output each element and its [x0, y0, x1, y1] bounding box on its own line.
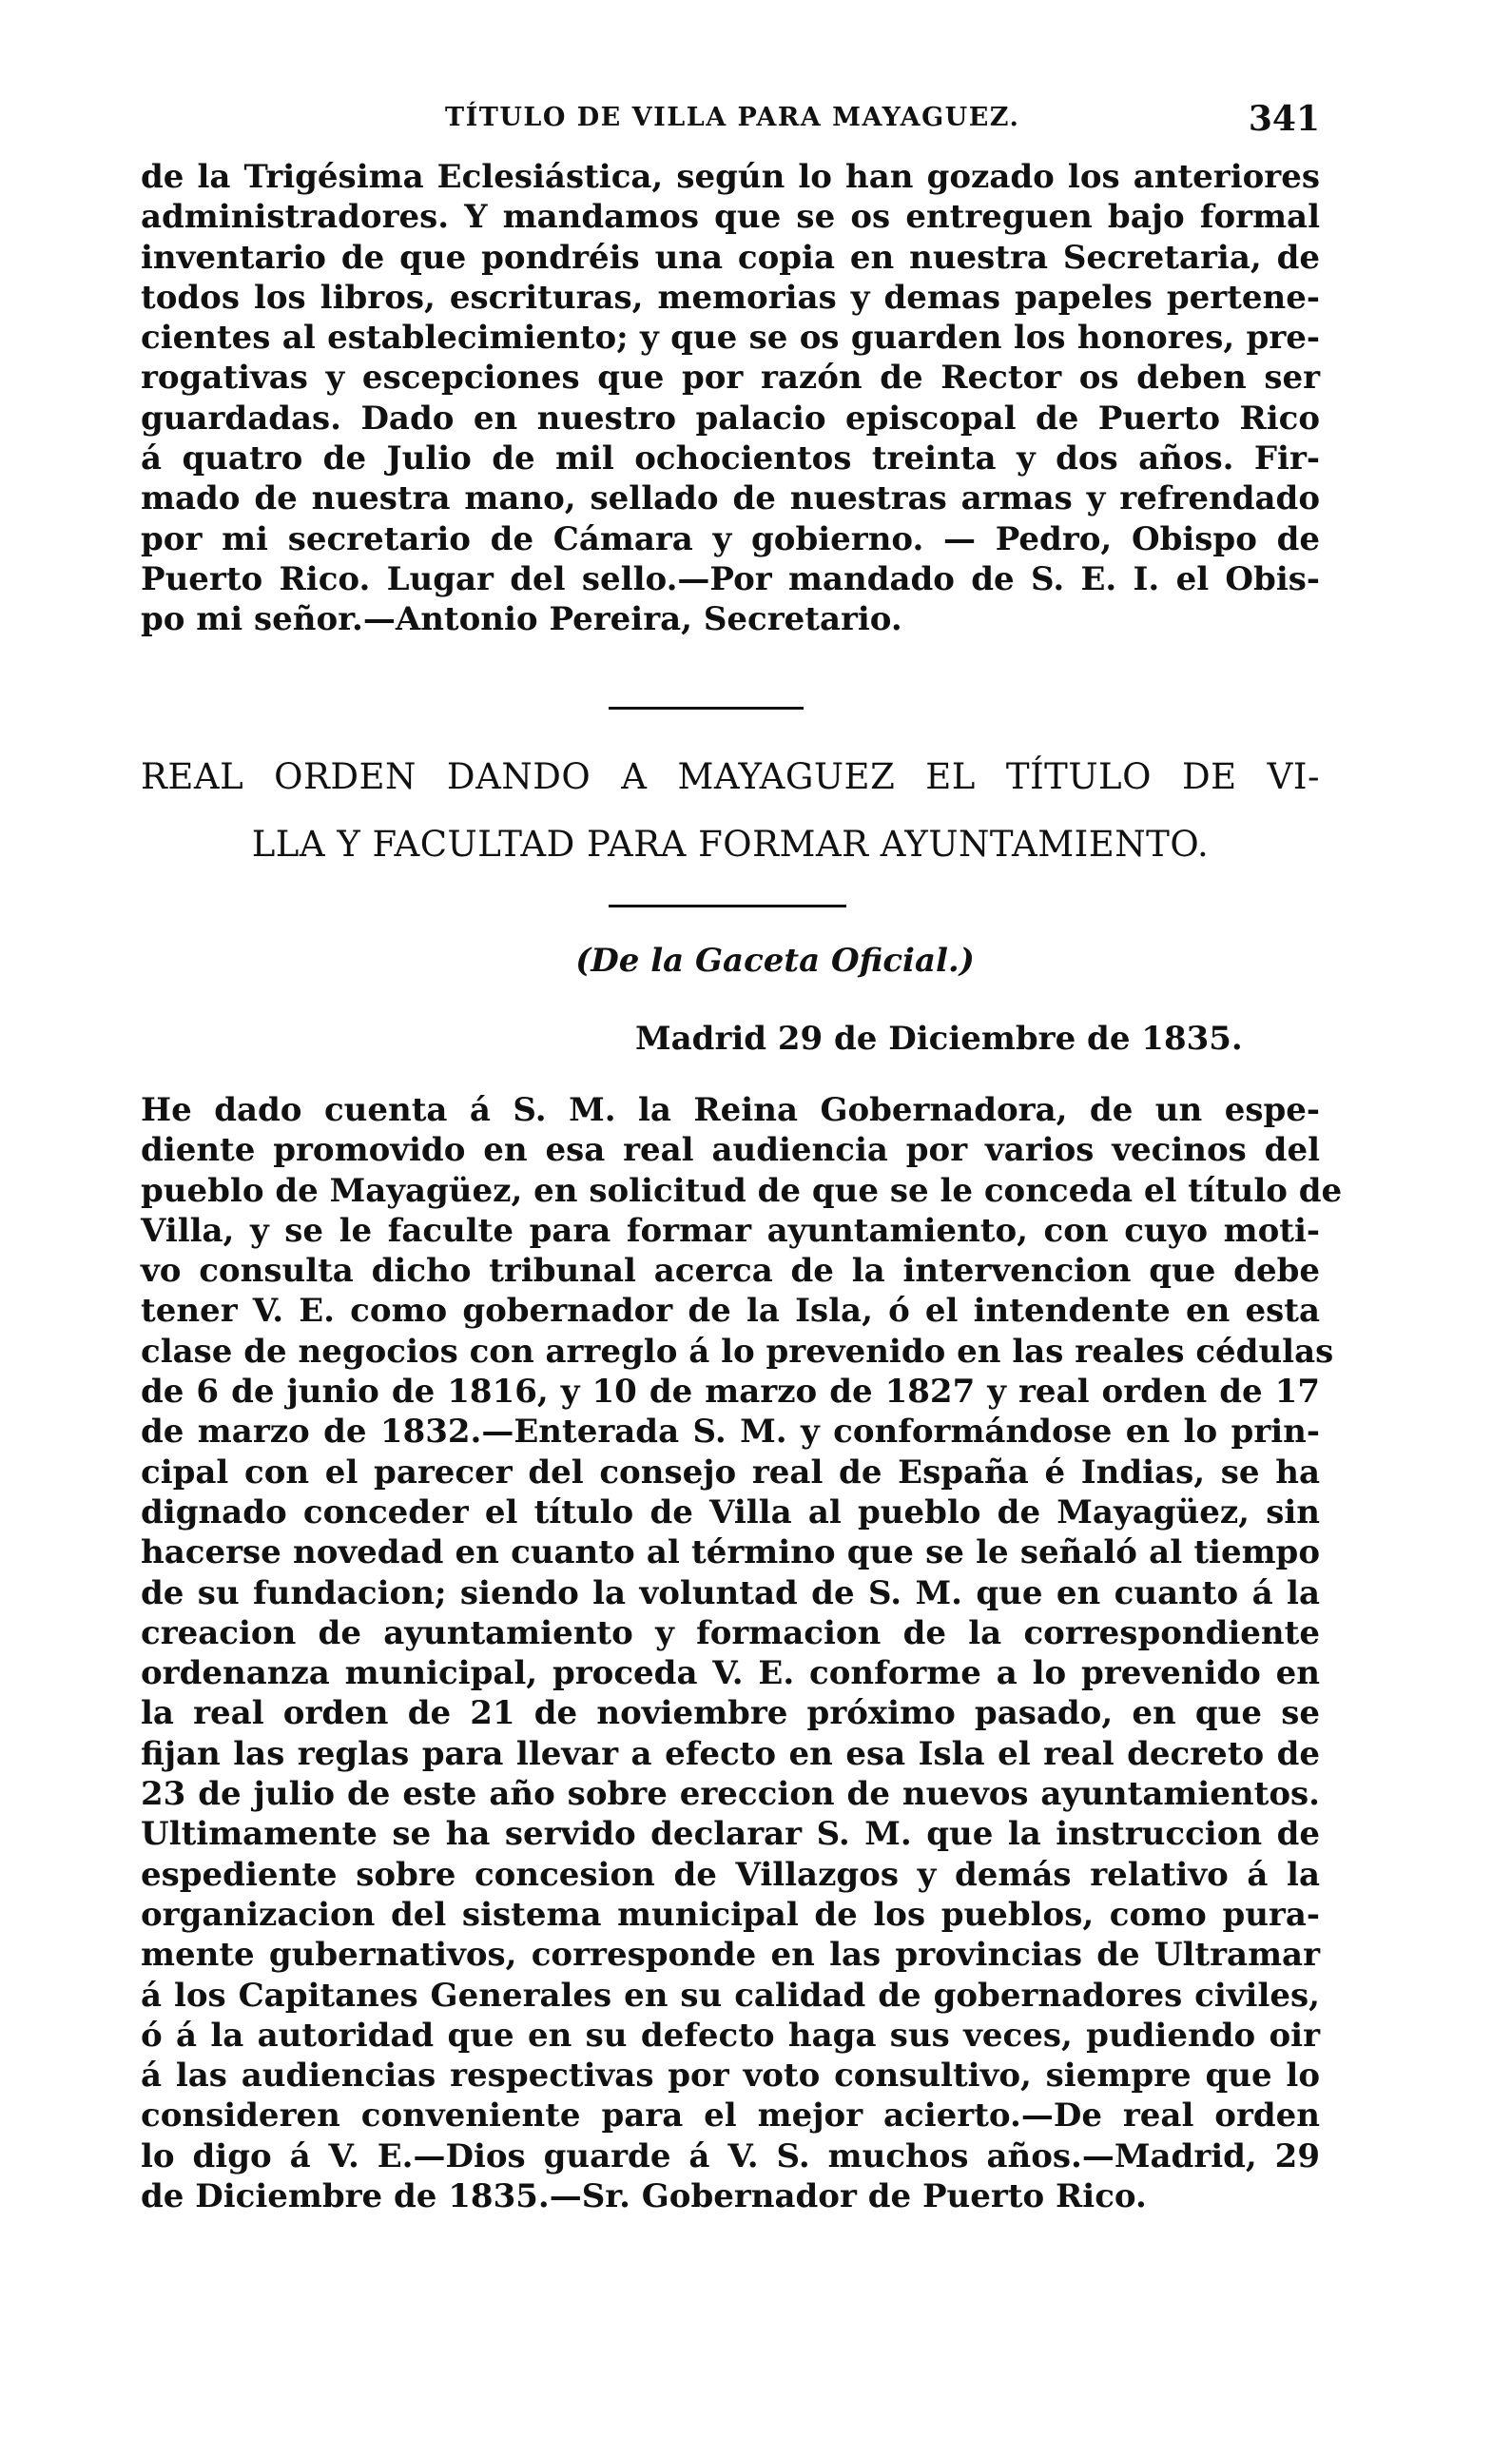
text-line: pueblo de Mayagüez, en solicitud de que se le conceda el título de — [141, 1171, 1343, 1210]
text-line: fijan las reglas para llevar a efecto en esa Isla el real decreto de — [141, 1734, 1320, 1773]
text-line: lo digo á V. E.—Dios guarde á V. S. muchos años.—Madrid, 29 — [141, 2136, 1320, 2175]
text-line: dignado conceder el título de Villa al pueblo de Mayagüez, sin — [141, 1492, 1320, 1531]
divider-rule — [609, 905, 846, 907]
running-title: TÍTULO DE VILLA PARA MAYAGUEZ. — [445, 103, 1020, 132]
text-line: creacion de ayuntamiento y formacion de la correspondiente — [141, 1613, 1320, 1652]
text-line: Villa, y se le faculte para formar ayuntamiento, con cuyo moti- — [141, 1211, 1320, 1250]
text-line: rogativas y escepciones que por razón de Rector os deben ser — [141, 359, 1320, 398]
text-line: la real orden de 21 de noviembre próximo pasado, en que se — [141, 1694, 1320, 1733]
text-line: ordenanza municipal, proceda V. E. conforme a lo prevenido en — [141, 1654, 1320, 1693]
continuation-paragraph — [141, 157, 1320, 640]
text-line: clase de negocios con arreglo á lo prevenido en las reales cédulas — [141, 1332, 1334, 1371]
text-line: á los Capitanes Generales en su calidad de gobernadores civiles, — [141, 1976, 1320, 2015]
text-line: cipal con el parecer del consejo real de España é Indias, se ha — [141, 1453, 1320, 1492]
text-line: de 6 de junio de 1816, y 10 de marzo de 1827 y real orden de 17 — [141, 1373, 1320, 1412]
text-line: consideren conveniente para el mejor acierto.—De real orden — [141, 2097, 1320, 2136]
text-line: de su fundacion; siendo la voluntad de S. M. que en cuanto á la — [141, 1573, 1320, 1612]
text-line: todos los libros, escrituras, memorias y demas papeles pertene- — [141, 278, 1320, 317]
text-line: á las audiencias respectivas por voto consultivo, siempre que lo — [141, 2057, 1320, 2096]
text-line: por mi secretario de Cámara y gobierno. — Pedro, Obispo de — [141, 519, 1320, 558]
text-line: administradores. Y mandamos que se os entreguen bajo formal — [141, 198, 1320, 237]
text-line: tener V. E. como gobernador de la Isla, ó el intendente en esta — [141, 1292, 1320, 1331]
text-line: Puerto Rico. Lugar del sello.—Por mandado de S. E. I. el Obis- — [141, 559, 1320, 598]
text-line: Ultimamente se ha servido declarar S. M. que la instruccion de — [141, 1815, 1320, 1854]
text-line: inventario de que pondréis una copia en nuestra Secretaria, de — [141, 238, 1320, 277]
text-line: guardadas. Dado en nuestro palacio episcopal de Puerto Rico — [141, 399, 1320, 438]
text-line: He dado cuenta á S. M. la Reina Gobernadora, de un espe- — [141, 1091, 1320, 1129]
text-line: de la Trigésima Eclesiástica, según lo han gozado los anteriores — [141, 158, 1320, 196]
text-line: organizacion del sistema municipal de los pueblos, como pura- — [141, 1895, 1320, 1934]
divider-rule — [609, 707, 804, 710]
section-heading-line-2: LLA Y FACULTAD PARA FORMAR AYUNTAMIENTO. — [251, 824, 1210, 865]
text-line: espediente sobre concesion de Villazgos y demás relativo á la — [141, 1855, 1320, 1894]
text-line: de marzo de 1832.—Enterada S. M. y conformándose en lo prin- — [141, 1413, 1320, 1452]
text-line: 23 de julio de este año sobre ereccion de nuevos ayuntamientos. — [141, 1775, 1320, 1814]
text-line: po mi señor.—Antonio Pereira, Secretario. — [141, 600, 902, 639]
dateline: Madrid 29 de Diciembre de 1835. — [635, 1020, 1243, 1058]
running-header — [141, 99, 1320, 150]
text-line: diente promovido en esa real audiencia por varios vecinos del — [141, 1131, 1320, 1170]
source-citation: (De la Gaceta Oficial.) — [575, 942, 975, 980]
text-line: vo consulta dicho tribunal acerca de la intervencion que debe — [141, 1252, 1320, 1291]
section-heading-line-1: REAL ORDEN DANDO A MAYAGUEZ EL TÍTULO DE VI- — [141, 756, 1320, 797]
text-line: mado de nuestra mano, sellado de nuestras armas y refrendado — [141, 479, 1320, 518]
royal-order-paragraph — [141, 1090, 1343, 2216]
text-line: mente gubernativos, corresponde en las provincias de Ultramar — [141, 1936, 1320, 1975]
text-line: á quatro de Julio de mil ochocientos treinta y dos años. Fir- — [141, 439, 1320, 478]
page-number: 341 — [1248, 99, 1320, 139]
text-line: cientes al establecimiento; y que se os guarden los honores, pre- — [141, 319, 1320, 358]
text-line: hacerse novedad en cuanto al término que se le señaló al tiempo — [141, 1533, 1320, 1572]
text-line: de Diciembre de 1835.—Sr. Gobernador de Puerto Rico. — [141, 2177, 1147, 2216]
text-line: ó á la autoridad que en su defecto haga sus veces, pudiendo oir — [141, 2016, 1320, 2055]
